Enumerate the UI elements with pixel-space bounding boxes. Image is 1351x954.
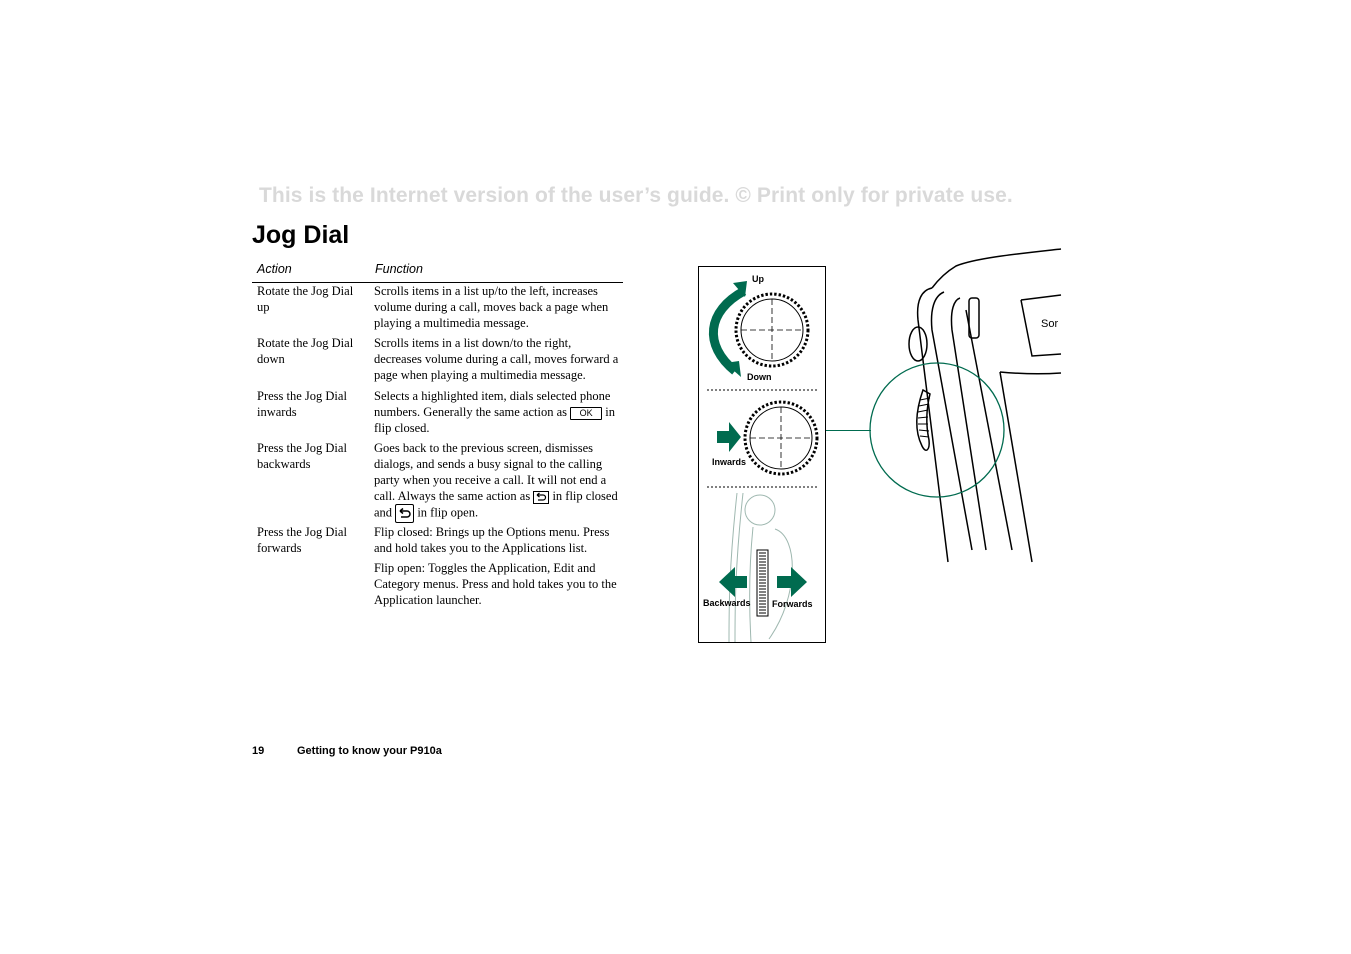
label-down: Down xyxy=(747,372,772,382)
jog-dial-ridges xyxy=(918,398,930,437)
label-backwards: Backwards xyxy=(703,598,751,608)
page-number: 19 xyxy=(252,745,265,757)
function-text: in flip open. xyxy=(417,505,479,520)
function-text: Flip open: Toggles the Application, Edit and Category menus. Press and hold takes you to the Application launcher. xyxy=(374,561,617,607)
label-forwards: Forwards xyxy=(772,599,813,609)
function-cell xyxy=(374,524,622,608)
jog-dial-diagram xyxy=(698,266,826,643)
action-cell: Press the Jog Dial forwards xyxy=(257,525,347,555)
function-cell: Scrolls items in a list up/to the left, increases volume during a call, moves back a page when playing a multimedia message. xyxy=(374,284,609,330)
back-key-icon xyxy=(395,504,414,523)
back-key-icon xyxy=(533,491,549,504)
page-title: Jog Dial xyxy=(252,221,350,249)
arrow-right-icon xyxy=(777,567,807,597)
ok-key-icon: OK xyxy=(570,407,602,420)
action-cell: Rotate the Jog Dial up xyxy=(257,284,354,314)
phone-illustration xyxy=(826,240,1066,575)
function-text: Selects a highlighted item, dials selected phone numbers. Generally the same action as xyxy=(374,389,611,419)
column-header-action: Action xyxy=(257,262,292,276)
arrow-left-icon xyxy=(719,567,747,597)
label-up: Up xyxy=(752,274,764,284)
jog-dial-icon xyxy=(745,402,817,474)
action-cell: Press the Jog Dial backwards xyxy=(257,441,347,471)
arrow-right-icon xyxy=(717,422,741,452)
function-cell: Scrolls items in a list down/to the right, decreases volume during a call, moves forward a page when playing a multimedia message. xyxy=(374,336,619,382)
footer-section: Getting to know your P910a xyxy=(297,745,442,757)
watermark: This is the Internet version of the user’s guide. © Print only for private use. xyxy=(259,184,1013,207)
function-cell xyxy=(374,388,622,436)
brand-fragment: Sor xyxy=(1041,318,1059,330)
function-text: in flip closed. xyxy=(374,405,615,435)
function-text: Goes back to the previous screen, dismisses dialogs, and sends a busy signal to the calling party when you receive a call. It will not end a call. Always the same action as xyxy=(374,441,607,503)
column-header-function: Function xyxy=(375,262,423,276)
action-cell: Rotate the Jog Dial down xyxy=(257,336,354,366)
label-inwards: Inwards xyxy=(712,457,747,467)
rotate-arrow-icon xyxy=(713,281,747,377)
jog-dial-icon xyxy=(736,294,808,366)
function-cell xyxy=(374,440,622,523)
action-cell: Press the Jog Dial inwards xyxy=(257,389,347,419)
function-text: Flip closed: Brings up the Options menu. Press and hold takes you to the Applications list. xyxy=(374,525,610,555)
function-text: in flip closed and xyxy=(374,489,618,520)
table-header xyxy=(252,262,623,283)
